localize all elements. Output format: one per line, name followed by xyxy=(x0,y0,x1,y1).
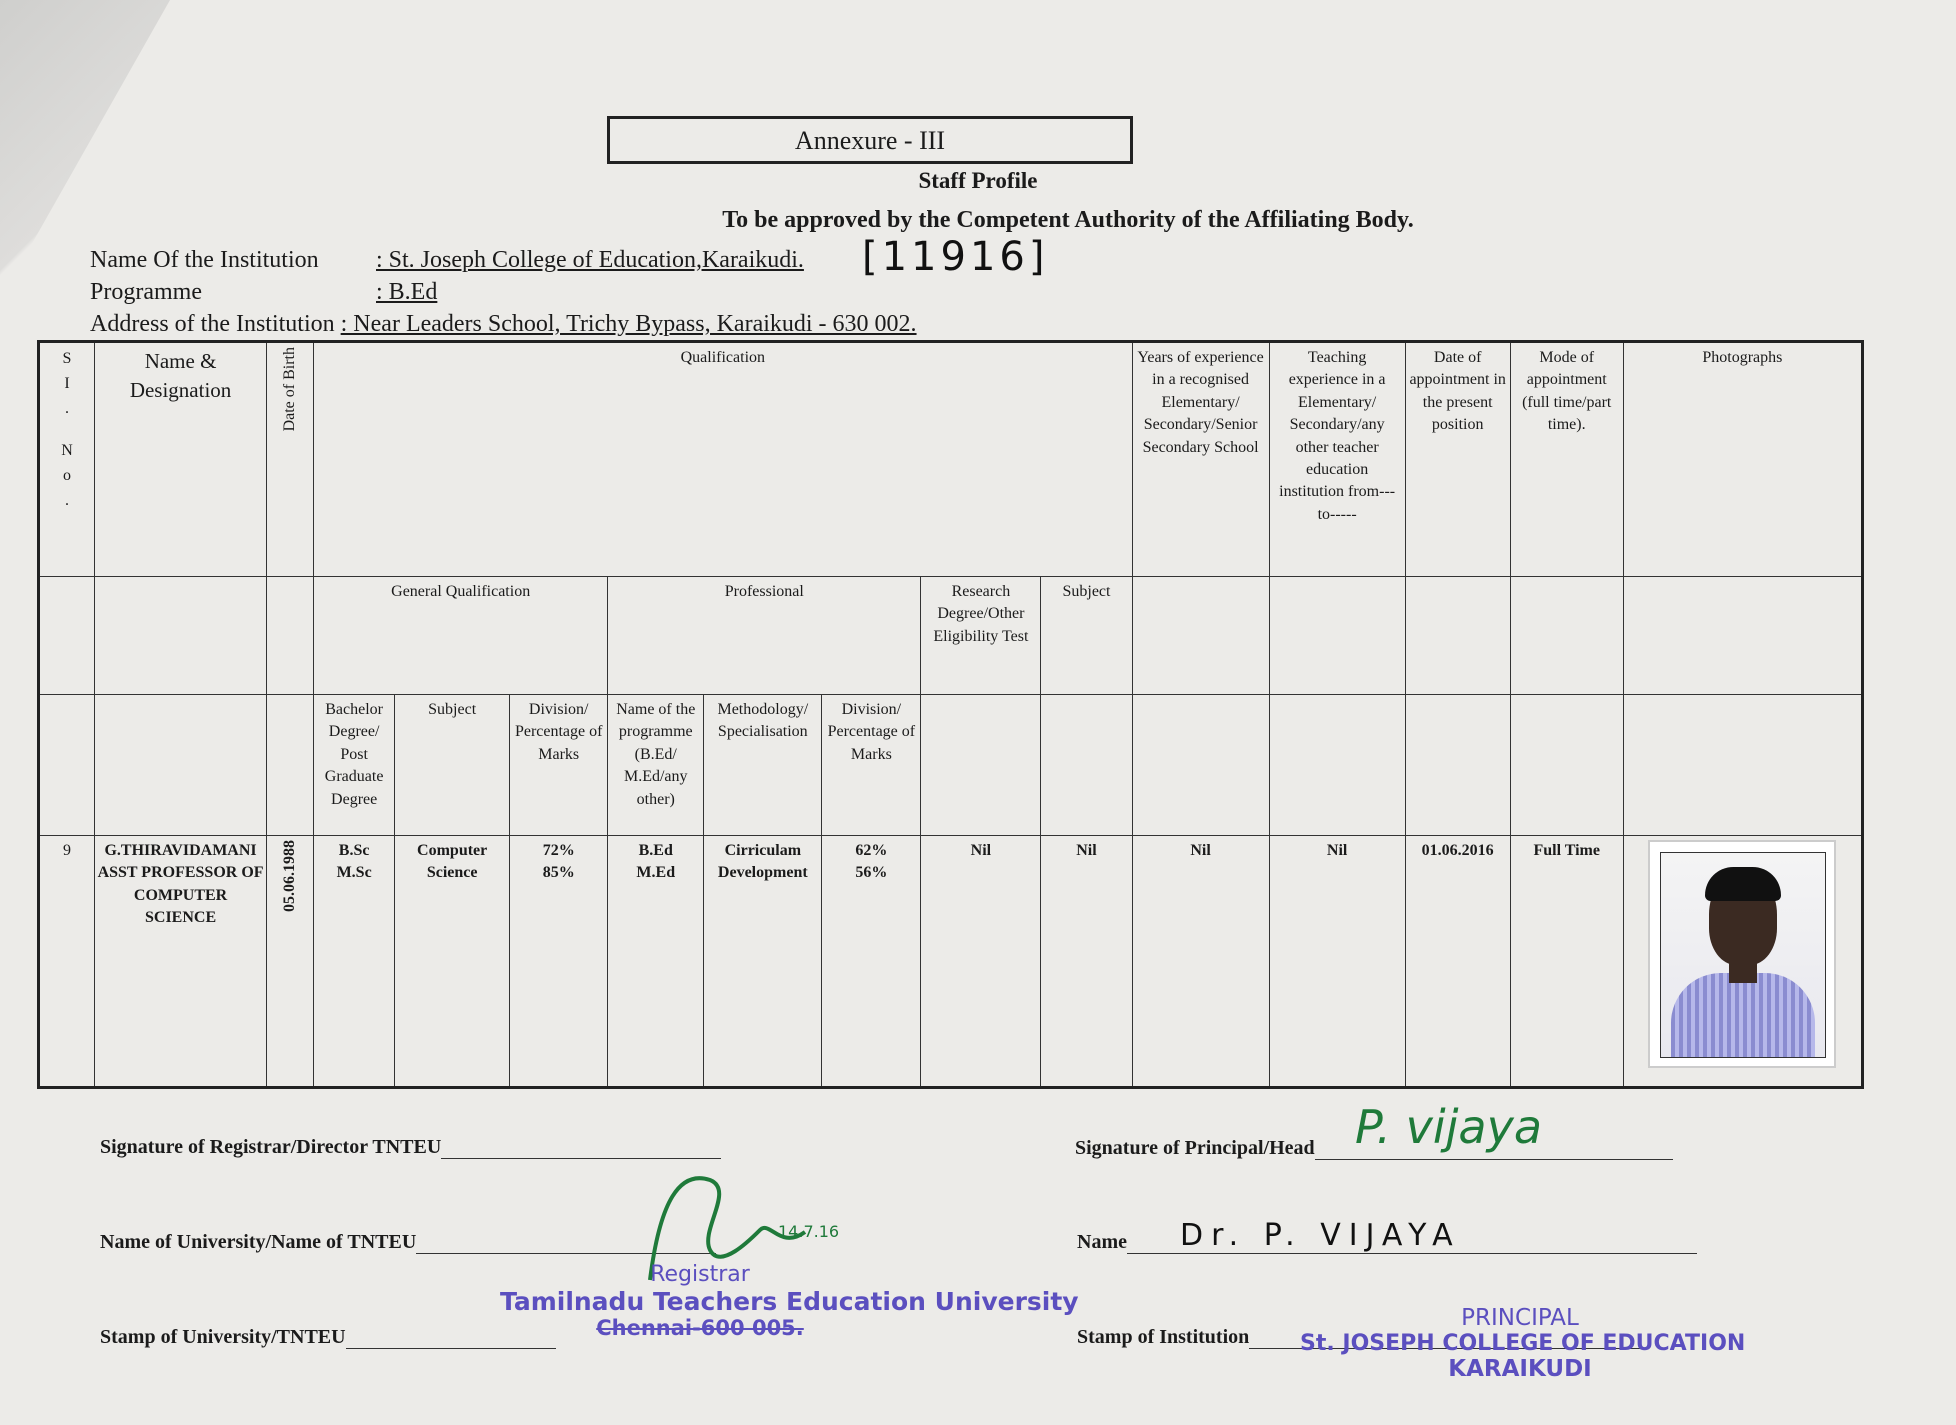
header-row-1 xyxy=(39,342,1863,577)
document-subtitle: To be approved by the Competent Authority of the Affiliating Body. xyxy=(722,207,1414,233)
qualification-header: Qualification xyxy=(314,342,1132,577)
dob-cell: 05.06.1988 xyxy=(267,836,314,1088)
methodology-cell: Cirriculam Development xyxy=(704,836,822,1088)
date-appointment-cell: 01.06.2016 xyxy=(1405,836,1510,1088)
institution-name-value: : St. Joseph College of Education,Karaikudi. xyxy=(376,247,804,273)
methodology-header: Methodology/ Specialisation xyxy=(704,695,822,836)
research-cell: Nil xyxy=(921,836,1041,1088)
prof-division-header: Division/ Percentage of Marks xyxy=(822,695,921,836)
header-row-3 xyxy=(39,695,1863,836)
mode-appointment-cell: Full Time xyxy=(1510,836,1623,1088)
table-row xyxy=(39,836,1863,1088)
subject-header: Subject xyxy=(1041,577,1132,695)
university-name-label: Name of University/Name of TNTEU xyxy=(100,1231,417,1253)
principal-signature-label: Signature of Principal/Head xyxy=(1075,1137,1315,1159)
principal-handwritten-signature: P. vijaya xyxy=(1355,1100,1543,1154)
dob-header: Date of Birth xyxy=(267,342,314,577)
programme-name-header: Name of the programme (B.Ed/ M.Ed/any other) xyxy=(608,695,704,836)
years-experience-header: Years of experience in a recognised Elementary/ Secondary/Senior Secondary School xyxy=(1132,342,1269,577)
annexure-title: Annexure - III xyxy=(607,116,1133,164)
gen-division-cell: 72% 85% xyxy=(510,836,608,1088)
photo-cell xyxy=(1623,836,1862,1088)
programme-value: : B.Ed xyxy=(376,279,438,305)
general-qualification-header: General Qualification xyxy=(314,577,608,695)
institution-stamp-label: Stamp of Institution xyxy=(1077,1326,1250,1348)
staff-photo xyxy=(1648,840,1836,1068)
institution-stamp: PRINCIPAL St. JOSEPH COLLEGE OF EDUCATION KARAIKUDI xyxy=(1300,1305,1746,1382)
principal-name-label: Name xyxy=(1077,1231,1127,1253)
photographs-header: Photographs xyxy=(1623,342,1862,577)
address-value: : Near Leaders School, Trichy Bypass, Karaikudi - 630 002. xyxy=(340,311,917,337)
staff-profile-table xyxy=(37,340,1864,1089)
prof-division-cell: 62% 56% xyxy=(822,836,921,1088)
slno-header: S I . N o . xyxy=(39,342,95,577)
registrar-signature-label: Signature of Registrar/Director TNTEU xyxy=(100,1136,442,1158)
teaching-experience-header: Teaching experience in a Elementary/ Secondary/any other teacher education institution from---to----- xyxy=(1269,342,1405,577)
slno-cell: 9 xyxy=(39,836,95,1088)
gen-division-header: Division/ Percentage of Marks xyxy=(510,695,608,836)
registrar-sign-date: 14.7.16 xyxy=(778,1222,840,1241)
programme-row xyxy=(90,279,437,306)
mode-appointment-header: Mode of appointment (full time/part time). xyxy=(1510,342,1623,577)
university-stamp: Registrar Tamilnadu Teachers Education University Chennai-600 005. xyxy=(500,1262,1079,1340)
institution-name-row xyxy=(90,247,804,274)
programme-label: Programme xyxy=(90,279,202,305)
registrar-signature-row xyxy=(100,1136,721,1159)
date-appointment-header: Date of appointment in the present position xyxy=(1405,342,1510,577)
gen-subject-header: Subject xyxy=(395,695,510,836)
programme-cell: B.Ed M.Ed xyxy=(608,836,704,1088)
bachelor-degree-header: Bachelor Degree/ Post Graduate Degree xyxy=(314,695,395,836)
institution-name-label: Name Of the Institution xyxy=(90,247,319,273)
subject2-cell: Nil xyxy=(1041,836,1132,1088)
teaching-experience-cell: Nil xyxy=(1269,836,1405,1088)
university-stamp-row xyxy=(100,1326,556,1349)
document-title: Staff Profile xyxy=(918,168,1038,193)
university-stamp-label: Stamp of University/TNTEU xyxy=(100,1326,346,1348)
name-designation-cell: G.THIRAVIDAMANI ASST PROFESSOR OF COMPUTER SCIENCE xyxy=(95,836,267,1088)
professional-header: Professional xyxy=(608,577,921,695)
subject-cell: Computer Science xyxy=(395,836,510,1088)
address-row xyxy=(90,311,917,338)
principal-name-handwritten: Dr. P. VIJAYA xyxy=(1180,1218,1461,1253)
research-header: Research Degree/Other Eligibility Test xyxy=(921,577,1041,695)
header-row-2 xyxy=(39,577,1863,695)
institution-code-handwritten: [11916] xyxy=(862,234,1049,280)
name-designation-header: Name & Designation xyxy=(95,342,267,577)
address-label: Address of the Institution xyxy=(90,311,335,337)
university-name-row xyxy=(100,1231,716,1254)
years-experience-cell: Nil xyxy=(1132,836,1269,1088)
degree-cell: B.Sc M.Sc xyxy=(314,836,395,1088)
